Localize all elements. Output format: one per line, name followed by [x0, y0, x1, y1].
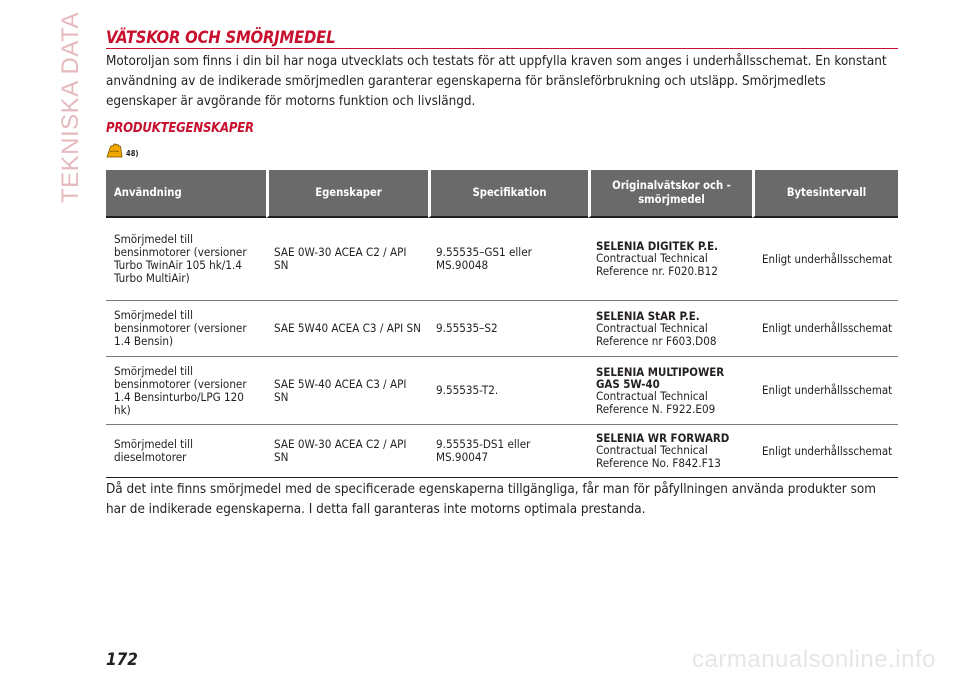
watermark: carmanualsonline.info: [692, 646, 936, 673]
section-heading: VÄTSKOR OCH SMÖRJMEDEL: [106, 28, 898, 49]
product-name: SELENIA DIGITEK P.E.: [596, 239, 719, 253]
cell-properties: SAE 0W-30 ACEA C2 / API SN: [266, 425, 428, 478]
cell-specification: 9.55535–GS1 eller MS.90048: [428, 218, 588, 301]
table-header-row: [106, 170, 898, 218]
product-name: SELENIA MULTIPOWER GAS 5W-40: [596, 364, 725, 391]
cell-usage: Smörjmedel till bensinmotorer (versioner 1.4 Bensin): [106, 301, 266, 357]
cell-properties: SAE 0W-30 ACEA C2 / API SN: [266, 218, 428, 301]
lubricant-table: [106, 170, 898, 478]
warning-hand-icon: [106, 143, 123, 158]
table-row: [106, 425, 898, 478]
cell-properties: SAE 5W-40 ACEA C3 / API SN: [266, 357, 428, 425]
cell-usage: Smörjmedel till dieselmotorer: [106, 425, 266, 478]
cell-product: [588, 357, 752, 425]
cell-specification: 9.55535-DS1 eller MS.90047: [428, 425, 588, 478]
header-original-fluids: Originalvätskor och -smörjmedel: [588, 170, 752, 218]
table-row: [106, 218, 898, 301]
subsection-heading: PRODUKTEGENSKAPER: [106, 121, 254, 136]
cell-interval: Enligt underhållsschemat: [752, 357, 898, 425]
warning-reference: [106, 141, 898, 158]
header-interval: Bytesintervall: [752, 170, 898, 218]
page-number: 172: [106, 650, 138, 670]
page-content: [106, 28, 898, 520]
cell-properties: SAE 5W40 ACEA C3 / API SN: [266, 301, 428, 357]
header-usage: Användning: [106, 170, 266, 218]
header-specification: Specifikation: [428, 170, 588, 218]
cell-specification: 9.55535-T2.: [428, 357, 588, 425]
header-properties: Egenskaper: [266, 170, 428, 218]
outro-paragraph: Då det inte finns smörjmedel med de specificerade egenskaperna tillgängliga, får man för påfyllningen använda produkter som har de indikerade egenskaperna. I detta fall garanteras inte motorns optimala prestanda.: [106, 482, 876, 517]
cell-interval: Enligt underhållsschemat: [752, 218, 898, 301]
table-row: [106, 357, 898, 425]
cell-product: [588, 218, 752, 301]
product-reference: Contractual Technical Reference nr F603.D08: [596, 320, 717, 348]
product-reference: Contractual Technical Reference N. F922.E09: [596, 388, 716, 416]
product-name: SELENIA WR FORWARD: [596, 431, 730, 445]
product-name: SELENIA StAR P.E.: [596, 308, 700, 323]
cell-usage: Smörjmedel till bensinmotorer (versioner Turbo TwinAir 105 hk/1.4 Turbo MultiAir): [106, 218, 266, 301]
warning-reference-number: 48): [126, 149, 139, 158]
cell-product: [588, 425, 752, 478]
section-side-tab-label: TEKNISKA DATA: [57, 11, 84, 203]
cell-product: [588, 301, 752, 357]
table-row: [106, 301, 898, 357]
cell-usage: Smörjmedel till bensinmotorer (versioner 1.4 Bensinturbo/LPG 120 hk): [106, 357, 266, 425]
section-side-tab: [52, 11, 90, 203]
cell-interval: Enligt underhållsschemat: [752, 301, 898, 357]
cell-specification: 9.55535–S2: [428, 301, 588, 357]
intro-paragraph: Motoroljan som finns i din bil har noga utvecklats och testats för att uppfylla kraven som anges i underhållsschemat. En konstant användning av de indikerade smörjmedlen garanterar egenskaperna för bränsleförbrukning och utsläpp. Smörjmedlets egenskaper är avgörande för motorns funktion och livslängd.: [106, 54, 887, 109]
cell-interval: Enligt underhållsschemat: [752, 425, 898, 478]
product-reference: Contractual Technical Reference nr. F020.B12: [596, 251, 718, 278]
product-reference: Contractual Technical Reference No. F842.F13: [596, 443, 721, 470]
